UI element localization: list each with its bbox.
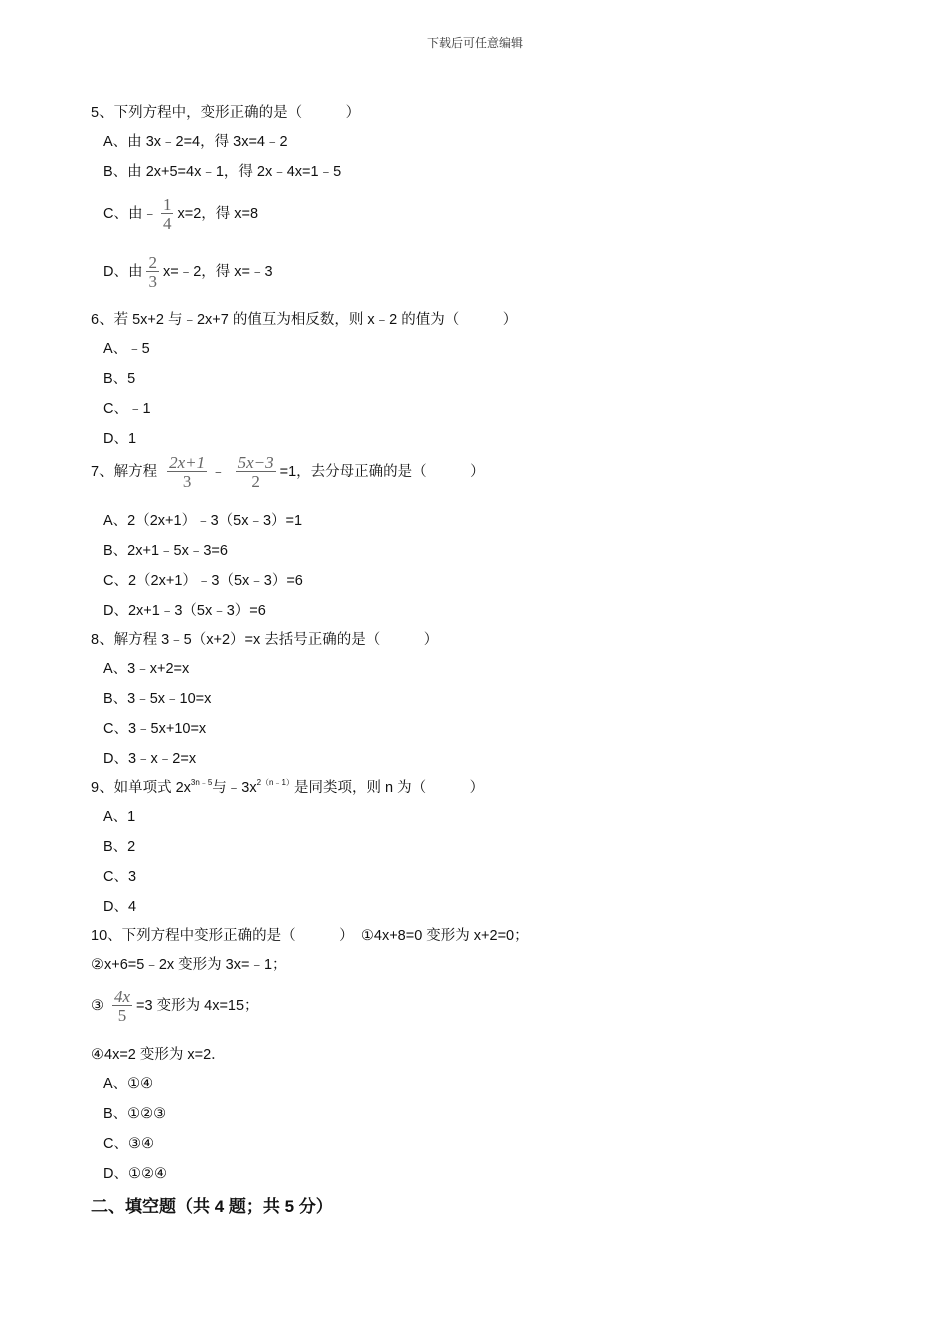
fraction-denominator: 4 — [162, 214, 172, 234]
q6-option-b: B、5 — [103, 371, 136, 387]
q7-stem — [91, 450, 485, 494]
q10-item-4: ④4x=2 变形为 x=2． — [91, 1047, 226, 1063]
q7-option-c: C、2（2x+1）﹣3（5x﹣3）=6 — [103, 573, 303, 589]
fraction-denominator: 3 — [148, 272, 157, 292]
q9-option-c: C、3 — [103, 869, 137, 885]
q5-stem: 5、下列方程中，变形正确的是（ ） — [91, 105, 361, 121]
q9-option-a: A、1 — [103, 809, 136, 825]
q5-option-b: B、由 2x+5=4x﹣1，得 2x﹣4x=1﹣5 — [103, 164, 342, 180]
exponent: 2（n﹣1） — [256, 778, 294, 787]
q6-option-c: C、﹣1 — [103, 401, 151, 417]
q6-stem: 6、若 5x+2 与﹣2x+7 的值互为相反数，则 x﹣2 的值为（ ） — [91, 312, 518, 328]
q8-stem: 8、解方程 3﹣5（x+2）=x 去括号正确的是（ ） — [91, 632, 439, 648]
fraction-denominator: 3 — [182, 472, 192, 492]
fraction-numerator-text: 2x+1 — [169, 453, 206, 473]
q6-option-a: A、﹣5 — [103, 341, 150, 357]
q9-stem-prefix: 9、如单项式 2x — [91, 780, 191, 796]
q10-item-2: ②x+6=5﹣2x 变形为 3x=﹣1； — [91, 957, 287, 973]
q9-stem — [91, 779, 484, 797]
fraction-numerator: 1 — [162, 195, 172, 215]
q5-option-a: A、由 3x﹣2=4，得 3x=4﹣2 — [103, 134, 288, 150]
q10-option-a: A、①④ — [103, 1076, 154, 1092]
q9-stem-suffix: 是同类项，则 n 为（ ） — [293, 780, 485, 796]
fraction — [236, 454, 276, 490]
fraction-denominator: 2 — [251, 472, 260, 492]
q7-minus: ﹣ — [211, 464, 226, 480]
q10-stem: 10、下列方程中变形正确的是（ ） ①4x+8=0 变形为 x+2=0； — [91, 928, 529, 944]
fraction-denominator: 5 — [117, 1006, 127, 1026]
q7-stem-suffix: =1，去分母正确的是（ ） — [279, 464, 485, 480]
section-heading-fill-in: 二、填空题（共 4 题；共 5 分） — [91, 1197, 333, 1216]
q8-option-d: D、3﹣x﹣2=x — [103, 751, 197, 767]
fraction-numerator-text: 5x−3 — [237, 453, 274, 473]
q8-option-b: B、3﹣5x﹣10=x — [103, 691, 212, 707]
q9-stem-middle: 与﹣3x — [212, 780, 257, 796]
fraction — [146, 254, 159, 290]
q10-option-b: B、①②③ — [103, 1106, 167, 1122]
q10-item-3-suffix: =3 变形为 4x=15； — [136, 998, 259, 1014]
q5-option-d-suffix: x=﹣2，得 x=﹣3 — [162, 264, 273, 280]
q5-option-d-prefix: D、由 — [103, 264, 143, 280]
fraction — [161, 196, 174, 232]
fraction-numerator-text: 4x — [114, 987, 131, 1007]
fraction-numerator — [112, 988, 132, 1006]
q9-option-b: B、2 — [103, 839, 136, 855]
q7-stem-prefix: 7、解方程 — [91, 464, 158, 480]
q8-option-c: C、3﹣5x+10=x — [103, 721, 207, 737]
q8-option-a: A、3﹣x+2=x — [103, 661, 190, 677]
q7-option-d: D、2x+1﹣3（5x﹣3）=6 — [103, 603, 266, 619]
exponent: 3n﹣5 — [190, 778, 213, 787]
q9-option-d: D、4 — [103, 899, 137, 915]
q10-option-d: D、①②④ — [103, 1166, 167, 1182]
q6-option-d: D、1 — [103, 431, 137, 447]
fraction — [112, 988, 132, 1024]
q5-option-c-prefix: C、由﹣ — [103, 206, 157, 222]
q10-item-3 — [91, 984, 259, 1028]
q7-option-a: A、2（2x+1）﹣3（5x﹣3）=1 — [103, 513, 303, 529]
q5-option-c — [103, 192, 258, 236]
fraction-numerator — [167, 454, 207, 472]
q5-option-d — [103, 250, 273, 294]
q10-option-c: C、③④ — [103, 1136, 154, 1152]
q7-option-b: B、2x+1﹣5x﹣3=6 — [103, 543, 228, 559]
fraction-numerator — [236, 454, 276, 472]
q10-item-3-prefix: ③ — [91, 998, 104, 1014]
page-header: 下载后可任意编辑 — [426, 36, 523, 50]
fraction-numerator: 2 — [148, 253, 157, 273]
fraction — [167, 454, 207, 490]
q5-option-c-suffix: x=2，得 x=8 — [177, 206, 259, 222]
